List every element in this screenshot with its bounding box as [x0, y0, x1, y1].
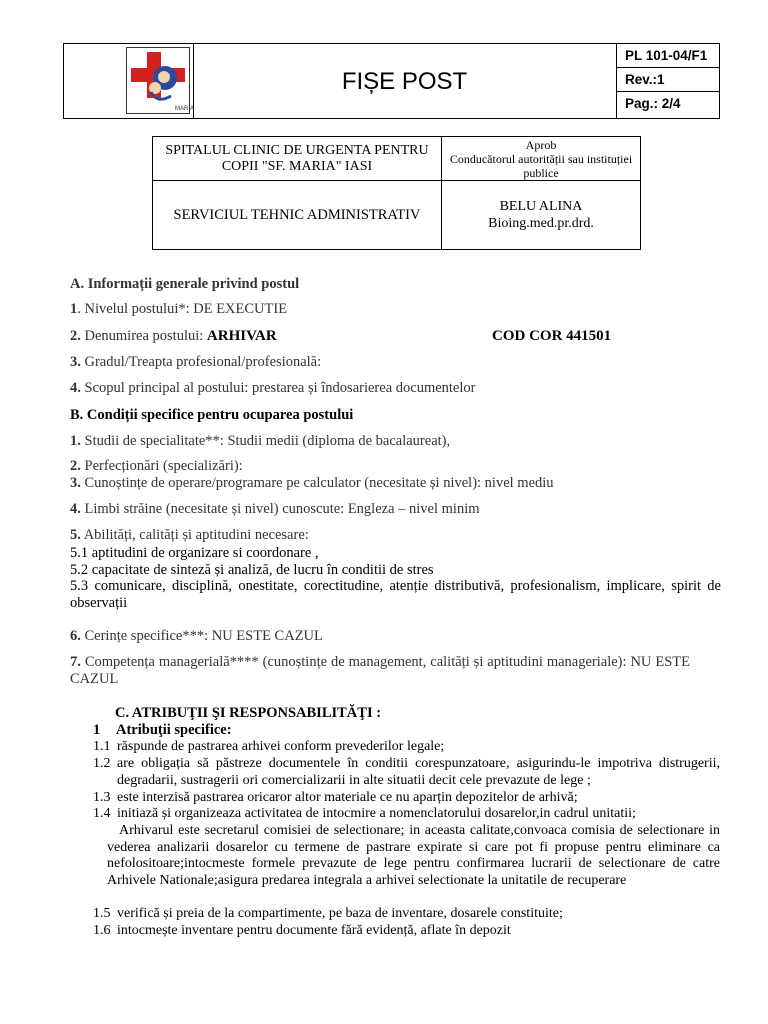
section-b-item-4: 4. Limbi străine (necesitate și nivel) cunoscute: Engleza – nivel minim: [70, 501, 480, 517]
approve-label: Aprob: [525, 137, 557, 152]
responsibility-text: verifică și preia de la compartimente, pe baza de inventare, dosarele constituite;: [117, 906, 563, 921]
section-a-item-2: 2. Denumirea postului: ARHIVAR: [70, 328, 277, 344]
section-a-heading: A. Informații generale privind postul: [70, 276, 300, 292]
approver-name: BELU ALINA: [499, 199, 583, 214]
section-b-item-7: 7. Competența managerială**** (cunoștințe de management, calități și aptitudini manageriale): NU ESTE CAZUL: [70, 654, 690, 687]
cod-cor: COD COR 441501: [492, 328, 612, 344]
section-c-heading: C. ATRIBUŢII ŞI RESPONSABILITĂŢI :: [115, 705, 382, 721]
document-title: FIȘE POST: [341, 68, 468, 95]
approver-cell: [442, 181, 641, 250]
responsibility-number: 1.1: [93, 739, 111, 754]
institution-table: [152, 136, 641, 250]
service-name: SERVICIUL TEHNIC ADMINISTRATIV: [153, 181, 442, 250]
section-b-heading: B. Condiții specifice pentru ocuparea postului: [70, 407, 354, 423]
section-a-item-4: 4. Scopul principal al postului: prestarea și îndosarierea documentelor: [70, 380, 476, 396]
section-b-item-5-3: 5.3 comunicare, disciplină, onestitate, corectitudine, atenție distributivă, profesionalism, implicare, spirit de observații: [70, 578, 721, 611]
responsibility-text: initiază și organizeaza activitatea de intocmire a nomenclatorului dosarelor,in cadrul unitatii;: [117, 806, 636, 821]
responsibility-number: 1.4: [93, 806, 111, 821]
section-b-item-5: 5. Abilități, calități și aptitudini necesare:: [70, 527, 309, 543]
page-number: Pag.: 2/4: [625, 96, 681, 111]
section-c-sub: 1 Atribuţii specifice:: [93, 722, 232, 738]
document-meta: [616, 44, 720, 118]
responsibility-text: are obligația să păstreze documentele în conditii corespunzatoare, asigurindu-le impotriva distrugerii, degradarii, sustragerii ori comercializarii in alte situatii decit cele prevazute de lege ;: [117, 756, 720, 788]
section-b-item-5-1: 5.1 aptitudini de organizare si coordonare ,: [70, 545, 319, 561]
responsibility-text: răspunde de pastrarea arhivei conform prevederilor legale;: [117, 739, 445, 754]
document-header: [63, 43, 720, 119]
hospital-name: SPITALUL CLINIC DE URGENTA PENTRU COPII "SF. MARIA" IASI: [153, 137, 442, 181]
approval-cell: [442, 137, 641, 181]
responsibility-text: intocmește inventare pentru documente fără evidență, aflate în depozit: [117, 923, 511, 938]
responsibility-text: Arhivarul este secretarul comisiei de selectionare; in aceasta calitate,convoaca comisia de selectionare in vederea analizarii dosarelor cu termene de pastrare expirate si care pot fi propuse pentru eliminare ca nefolositoare;intocmeste formele prevazute de lege pentru confirmarea lucrarii de selectionare de catre Arhivele Nationale;asigura predarea integrala a arhivei selectionate la unitatile de recuperare: [107, 823, 720, 888]
revision: Rev.:1: [617, 68, 720, 92]
section-b-item-2: 2. Perfecționări (specializări):: [70, 458, 243, 474]
responsibility-number: 1.6: [93, 923, 111, 938]
section-b-item-5-2: 5.2 capacitate de sinteză și analiză, de lucru în conditii de stres: [70, 562, 434, 578]
approve-authority: Conducătorul autorității sau instituției publice: [449, 151, 633, 180]
responsibility-text: este interzisă pastrarea oricaror altor materiale ce nu aparțin depozitelor de arhivă;: [117, 790, 578, 805]
section-a-item-3: 3. Gradul/Treapta profesional/profesională:: [70, 354, 322, 370]
responsibility-number: 1.2: [93, 756, 111, 771]
title-cell: [193, 44, 616, 118]
section-b-item-1: 1. Studii de specialitate**: Studii medii (diploma de bacalaureat),: [70, 433, 451, 449]
logo-cell: [64, 44, 194, 118]
document-code: PL 101-04/F1: [617, 44, 720, 68]
section-b-item-6: 6. Cerințe specifice***: NU ESTE CAZUL: [70, 628, 323, 644]
section-a-item-1: 1. Nivelul postului*: DE EXECUTIE: [70, 301, 288, 317]
svg-text:MARIA: MARIA: [175, 106, 195, 112]
approver-title: Bioing.med.pr.drd.: [488, 216, 594, 231]
logo-graphic-icon: [127, 48, 195, 113]
responsibility-number: 1.5: [93, 906, 111, 921]
section-b-item-3: 3. Cunoștințe de operare/programare pe calculator (necesitate și nivel): nivel mediu: [70, 475, 554, 491]
responsibility-number: 1.3: [93, 790, 111, 805]
hospital-logo: [126, 47, 195, 114]
